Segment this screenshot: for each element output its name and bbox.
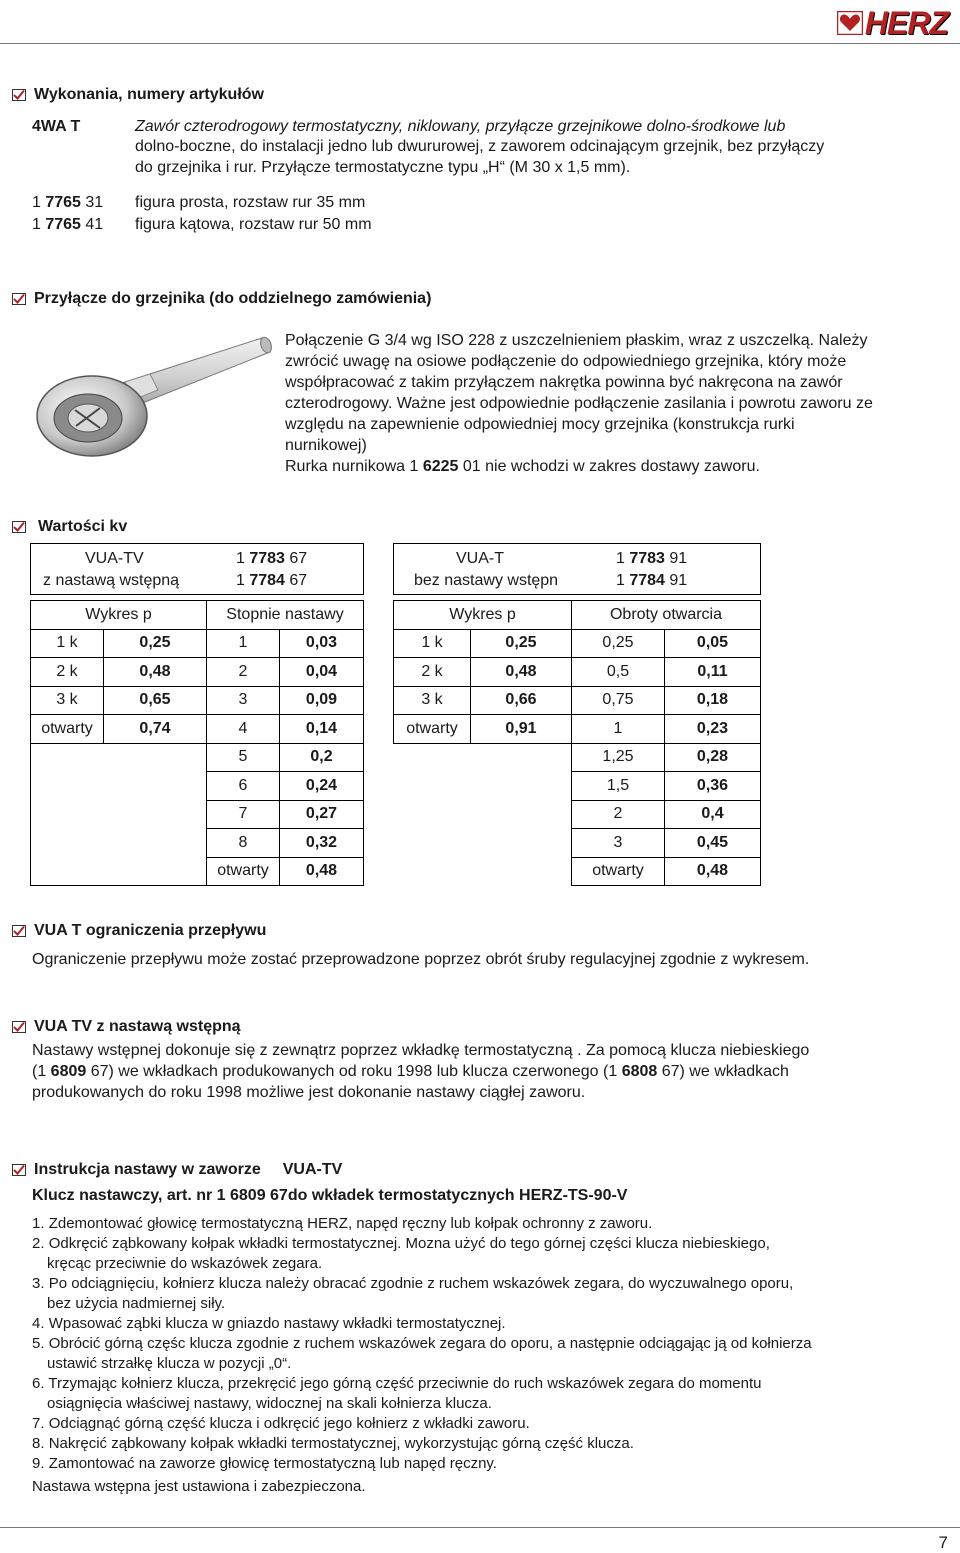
model-code: 4WA T bbox=[32, 118, 81, 135]
checkbox-bullet-icon bbox=[12, 293, 26, 305]
connector-text-line: względu na zapewnienie odpowiedniej mocy grzejnika (konstrukcja rurki bbox=[285, 416, 795, 433]
section-heading-connector: Przyłącze do grzejnika (do oddzielnego zamówienia) bbox=[12, 290, 431, 308]
article-row: 1 7765 31 bbox=[32, 194, 104, 211]
vua-tv-kv-table bbox=[30, 600, 364, 886]
presetting-text: Nastawy wstępnej dokonuje się z zewnątrz poprzez wkładkę termostatyczną . Za pomocą klucza niebieskiego (1 6809 67) we wkładkach produkowanych od roku 1998 lub klucza czerwonego (1 6808 67) we wkładkach produkowanych do roku 1998 możliwe jest dokonanie nastawy ciągłej zaworu. bbox=[32, 1042, 810, 1101]
connector-text-line: Rurka nurnikowa 1 6225 01 nie wchodzi w zakres dostawy zaworu. bbox=[285, 458, 760, 475]
table-row: 8 0,32 bbox=[31, 829, 364, 858]
vua-tv-name: VUA-TV bbox=[85, 550, 144, 567]
vua-t-article2: 1 7784 91 bbox=[616, 572, 688, 589]
connector-text-line: zwrócić uwagę na osiowe podłączenie do odpowiedniego grzejnika, który może bbox=[285, 353, 847, 370]
vua-tv-article1: 1 7783 67 bbox=[236, 550, 308, 567]
article-desc: figura prosta, rozstaw rur 35 mm bbox=[135, 194, 366, 211]
vua-t-article1: 1 7783 91 bbox=[616, 550, 688, 567]
table-row: 3 k 0,66 0,75 0,18 bbox=[394, 686, 761, 715]
list-item: 4. Wpasować ząbki klucza w gniazdo nastawy wkładki termostatycznej. bbox=[32, 1315, 506, 1332]
heart-logo-icon bbox=[837, 11, 863, 35]
table-row: 3 0,45 bbox=[394, 829, 761, 858]
checkbox-bullet-icon bbox=[12, 1164, 26, 1176]
connector-text-line: Połączenie G 3/4 wg ISO 228 z uszczelnieniem płaskim, wraz z uszczelką. Należy bbox=[285, 332, 868, 349]
list-item: 1. Zdemontować głowicę termostatyczną HERZ, napęd ręczny lub kołpak ochronny z zaworu. bbox=[32, 1215, 653, 1232]
table-row: otwarty 0,48 bbox=[31, 857, 364, 886]
model-description-line1: Zawór czterodrogowy termostatyczny, niklowany, przyłącze grzejnikowe dolno-środkowe lub bbox=[135, 118, 786, 135]
footer-rule bbox=[0, 1527, 960, 1528]
table-row: 2 k 0,48 0,5 0,11 bbox=[394, 658, 761, 687]
radiator-connector-illustration bbox=[30, 320, 275, 460]
column-header: Wykres p bbox=[394, 601, 572, 630]
final-note: Nastawa wstępna jest ustawiona i zabezpieczona. bbox=[32, 1478, 366, 1495]
list-item: 6. Trzymając kołnierz klucza, przekręcić jego górną część przeciwnie do ruch wskazówek zegara do momentu osiągnięcia właściwej nastawy, widocznej na skali kołnierza klucza. bbox=[32, 1375, 762, 1412]
flow-limit-text: Ograniczenie przepływu może zostać przeprowadzone poprzez obrót śruby regulacyjnej zgodnie z wykresem. bbox=[32, 951, 810, 968]
table-row: 1,25 0,28 bbox=[394, 743, 761, 772]
list-item: 3. Po odciągnięciu, kołnierz klucza należy obracać zgodnie z ruchem wskazówek zegara, do wyczuwalnego oporu, bez użycia nadmiernej siły. bbox=[32, 1275, 794, 1312]
column-header: Stopnie nastawy bbox=[207, 601, 364, 630]
connector-description bbox=[285, 330, 873, 477]
section-heading-instructions: Instrukcja nastawy w zaworze VUA-TV bbox=[12, 1161, 342, 1179]
model-description-line2: dolno-boczne, do instalacji jedno lub dwururowej, z zaworem odcinającym grzejnik, bez przyłączy bbox=[135, 138, 825, 155]
list-item: 8. Nakręcić ząbkowany kołpak wkładki termostatycznej, wykorzystując górną część klucza. bbox=[32, 1435, 634, 1452]
article-desc: figura kątowa, rozstaw rur 50 mm bbox=[135, 216, 372, 233]
instructions-subtitle: Klucz nastawczy, art. nr 1 6809 67do wkładek termostatycznych HERZ-TS-90-V bbox=[32, 1187, 628, 1204]
table-row: 1,5 0,36 bbox=[394, 772, 761, 801]
vua-t-kv-table bbox=[393, 600, 761, 886]
table-row: 1 k 0,25 0,25 0,05 bbox=[394, 629, 761, 658]
connector-text-line: nurnikowej) bbox=[285, 437, 367, 454]
column-header: Wykres p bbox=[31, 601, 207, 630]
vua-t-subname: bez nastawy wstępn bbox=[414, 572, 559, 589]
vua-t-name: VUA-T bbox=[456, 550, 504, 567]
list-item: 5. Obrócić górną częśc klucza zgodnie z ruchem wskazówek zegara do oporu, a następnie odciągając ją od kołnierza ustawić strzałkę klucza w pozycji „0“. bbox=[32, 1335, 812, 1372]
logo-text: HERZ bbox=[864, 4, 948, 41]
column-header: Obroty otwarcia bbox=[572, 601, 761, 630]
section-heading-variants: Wykonania, numery artykułów bbox=[12, 86, 264, 104]
table-row: 7 0,27 bbox=[31, 800, 364, 829]
checkbox-bullet-icon bbox=[12, 925, 26, 937]
page-number: 7 bbox=[938, 1533, 948, 1552]
article-row: 1 7765 41 bbox=[32, 216, 104, 233]
section-heading-flow-limit: VUA T ograniczenia przepływu bbox=[12, 922, 266, 940]
vua-tv-article2: 1 7784 67 bbox=[236, 572, 308, 589]
instruction-steps bbox=[32, 1214, 947, 1474]
table-row: otwarty 0,48 bbox=[394, 857, 761, 886]
table-row: otwarty 0,74 4 0,14 bbox=[31, 715, 364, 744]
checkbox-bullet-icon bbox=[12, 89, 26, 101]
connector-text-line: współpracować z takim przyłączem nakrętka powinna być nakręcona na zawór bbox=[285, 374, 843, 391]
vua-t-header bbox=[393, 543, 761, 595]
list-item: 9. Zamontować na zaworze głowicę termostatyczną lub napęd ręczny. bbox=[32, 1455, 497, 1472]
table-row: 2 k 0,48 2 0,04 bbox=[31, 658, 364, 687]
checkbox-bullet-icon bbox=[12, 521, 26, 533]
vua-tv-header bbox=[30, 543, 364, 595]
checkbox-bullet-icon bbox=[12, 1021, 26, 1033]
model-description-line3: do grzejnika i rur. Przyłącze termostatyczne typu „H“ (M 30 x 1,5 mm). bbox=[135, 159, 631, 176]
table-row: 2 0,4 bbox=[394, 800, 761, 829]
table-row: 3 k 0,65 3 0,09 bbox=[31, 686, 364, 715]
table-row: 5 0,2 bbox=[31, 743, 364, 772]
herz-logo bbox=[837, 6, 948, 40]
section-heading-presetting: VUA TV z nastawą wstępną bbox=[12, 1018, 241, 1036]
table-row: 6 0,24 bbox=[31, 772, 364, 801]
list-item: 7. Odciągnąć górną część klucza i odkręcić jego kołnierz z wkładki zaworu. bbox=[32, 1415, 530, 1432]
vua-tv-subname: z nastawą wstępną bbox=[43, 572, 180, 589]
section-heading-kv: Wartości kv bbox=[12, 518, 127, 536]
connector-text-line: czterodrogowy. Ważne jest odpowiednie podłączenie zasilania i powrotu zaworu ze bbox=[285, 395, 873, 412]
table-row: otwarty 0,91 1 0,23 bbox=[394, 715, 761, 744]
table-row: 1 k 0,25 1 0,03 bbox=[31, 629, 364, 658]
list-item: 2. Odkręcić ząbkowany kołpak wkładki termostatycznej. Mozna użyć do tego górnej części klucza niebieskiego, kręcąc przeciwnie do wskazówek zegara. bbox=[32, 1235, 770, 1272]
header-rule bbox=[0, 43, 960, 44]
